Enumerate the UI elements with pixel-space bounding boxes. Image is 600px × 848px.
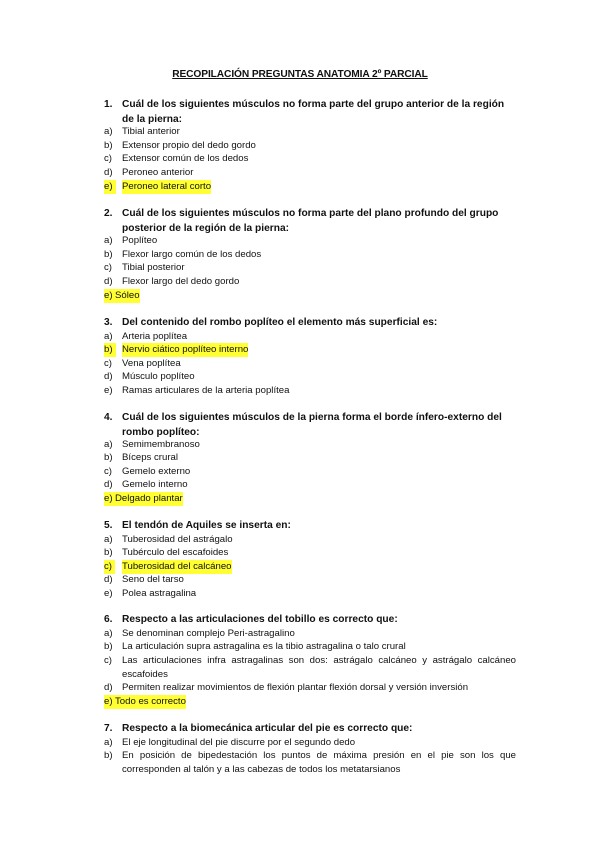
option-text: Músculo poplíteo bbox=[122, 371, 195, 382]
option-1d bbox=[104, 166, 516, 180]
option-6b bbox=[104, 640, 516, 654]
option-text: Peroneo lateral corto bbox=[122, 181, 212, 192]
option-letter: c) bbox=[104, 262, 112, 273]
option-text: Delgado plantar bbox=[115, 493, 183, 504]
option-letter: e) bbox=[104, 289, 116, 303]
option-text: Todo es correcto bbox=[115, 696, 186, 707]
option-letter: e) bbox=[104, 385, 113, 396]
option-letter: e) bbox=[104, 695, 116, 709]
option-text: Gemelo externo bbox=[122, 466, 191, 477]
option-letter: b) bbox=[104, 641, 113, 652]
option-text: La articulación supra astragalina es la tibio astragalina o talo crural bbox=[122, 641, 406, 652]
option-5d bbox=[104, 573, 516, 587]
page-title: RECOPILACIÓN PREGUNTAS ANATOMIA 2º PARCIAL bbox=[172, 69, 428, 80]
option-letter: b) bbox=[104, 452, 113, 463]
option-text: Semimembranoso bbox=[122, 439, 200, 450]
option-text: Tuberosidad del calcáneo bbox=[122, 561, 232, 572]
option-text: Arteria poplítea bbox=[122, 331, 188, 342]
option-letter: c) bbox=[104, 153, 112, 164]
option-1b bbox=[104, 139, 516, 153]
option-text: Permiten realizar movimientos de flexión plantar flexión dorsal y versión inversión bbox=[122, 682, 469, 693]
option-letter: b) bbox=[104, 547, 113, 558]
option-3b-correct bbox=[104, 343, 516, 357]
option-text: Las articulaciones infra astragalinas son dos: astrágalo calcáneo y astrágalo calcáneo escafoides bbox=[122, 655, 516, 680]
option-text: Tibial anterior bbox=[122, 126, 180, 137]
option-text: El eje longitudinal del pie discurre por el segundo dedo bbox=[122, 737, 356, 748]
option-letter: c) bbox=[104, 655, 112, 666]
option-letter: d) bbox=[104, 574, 113, 585]
option-letter: b) bbox=[104, 249, 113, 260]
option-text: Extensor propio del dedo gordo bbox=[122, 140, 256, 151]
option-letter: e) bbox=[104, 492, 116, 506]
option-text: Gemelo interno bbox=[122, 479, 188, 490]
question-number: 4. bbox=[104, 412, 113, 423]
option-6c bbox=[104, 654, 516, 681]
option-letter: a) bbox=[104, 331, 113, 342]
question-2 bbox=[104, 206, 516, 236]
option-4b bbox=[104, 451, 516, 465]
option-5b bbox=[104, 546, 516, 560]
option-letter: d) bbox=[104, 276, 113, 287]
option-letter: c) bbox=[104, 466, 112, 477]
option-3e bbox=[104, 384, 516, 398]
question-number: 3. bbox=[104, 317, 113, 328]
option-5e bbox=[104, 587, 516, 601]
question-number: 2. bbox=[104, 208, 113, 219]
option-2d bbox=[104, 275, 516, 289]
option-text: Tubérculo del escafoides bbox=[122, 547, 229, 558]
question-5 bbox=[104, 518, 516, 533]
option-text: Bíceps crural bbox=[122, 452, 178, 463]
question-text: Cuál de los siguientes músculos no forma parte del grupo anterior de la región de la pierna: bbox=[122, 99, 505, 125]
question-text: Respecto a la biomecánica articular del pie es correcto que: bbox=[122, 723, 413, 734]
option-1e-correct bbox=[104, 180, 516, 194]
option-text: En posición de bipedestación los puntos de máxima presión en el pie son los que corresponden al talón y a las cabezas de todos los metatarsianos bbox=[122, 750, 516, 775]
option-text: Se denominan complejo Peri-astragalino bbox=[122, 628, 295, 639]
option-text: Vena poplítea bbox=[122, 358, 181, 369]
question-text: Del contenido del rombo poplíteo el elemento más superficial es: bbox=[122, 317, 438, 328]
option-letter: a) bbox=[104, 235, 113, 246]
option-letter: a) bbox=[104, 126, 113, 137]
option-letter: c) bbox=[104, 560, 115, 574]
option-4d bbox=[104, 478, 516, 492]
option-letter: e) bbox=[104, 588, 113, 599]
question-text: Cuál de los siguientes músculos no forma parte del plano profundo del grupo posterior de la región de la pierna: bbox=[122, 208, 499, 234]
option-4a bbox=[104, 438, 516, 452]
question-7 bbox=[104, 721, 516, 736]
option-1a bbox=[104, 125, 516, 139]
option-6a bbox=[104, 627, 516, 641]
option-1c bbox=[104, 152, 516, 166]
question-3 bbox=[104, 315, 516, 330]
option-2e-correct bbox=[104, 289, 516, 303]
question-number: 6. bbox=[104, 614, 113, 625]
option-2a bbox=[104, 234, 516, 248]
option-letter: a) bbox=[104, 439, 113, 450]
option-letter: a) bbox=[104, 628, 113, 639]
question-4 bbox=[104, 410, 516, 440]
option-letter: d) bbox=[104, 682, 113, 693]
option-letter: a) bbox=[104, 534, 113, 545]
option-text: Nervio ciático poplíteo interno bbox=[122, 344, 249, 355]
option-7a bbox=[104, 736, 516, 750]
option-letter: b) bbox=[104, 140, 113, 151]
option-2b bbox=[104, 248, 516, 262]
option-6e-correct bbox=[104, 695, 516, 709]
option-3d bbox=[104, 370, 516, 384]
option-2c bbox=[104, 261, 516, 275]
option-text: Tuberosidad del astrágalo bbox=[122, 534, 233, 545]
option-text: Sóleo bbox=[115, 290, 140, 301]
option-text: Flexor largo común de los dedos bbox=[122, 249, 262, 260]
option-text: Flexor largo del dedo gordo bbox=[122, 276, 240, 287]
option-6d bbox=[104, 681, 516, 695]
option-letter: d) bbox=[104, 479, 113, 490]
option-7b bbox=[104, 749, 516, 776]
option-5a bbox=[104, 533, 516, 547]
option-3a bbox=[104, 330, 516, 344]
question-number: 1. bbox=[104, 99, 113, 110]
question-number: 7. bbox=[104, 723, 113, 734]
option-letter: b) bbox=[104, 750, 113, 761]
option-text: Ramas articulares de la arteria poplítea bbox=[122, 385, 290, 396]
option-4e-correct bbox=[104, 492, 516, 506]
question-text: El tendón de Aquiles se inserta en: bbox=[122, 520, 291, 531]
option-text: Extensor común de los dedos bbox=[122, 153, 249, 164]
option-letter: c) bbox=[104, 358, 112, 369]
question-number: 5. bbox=[104, 520, 113, 531]
option-text: Peroneo anterior bbox=[122, 167, 194, 178]
option-letter: d) bbox=[104, 371, 113, 382]
option-3c bbox=[104, 357, 516, 371]
option-text: Seno del tarso bbox=[122, 574, 184, 585]
option-text: Poplíteo bbox=[122, 235, 158, 246]
option-letter: b) bbox=[104, 343, 116, 357]
question-1 bbox=[104, 97, 516, 127]
option-letter: e) bbox=[104, 180, 116, 194]
option-letter: a) bbox=[104, 737, 113, 748]
option-letter: d) bbox=[104, 167, 113, 178]
option-text: Polea astragalina bbox=[122, 588, 197, 599]
option-4c bbox=[104, 465, 516, 479]
option-5c-correct bbox=[104, 560, 516, 574]
option-text: Tibial posterior bbox=[122, 262, 185, 273]
question-text: Respecto a las articulaciones del tobillo es correcto que: bbox=[122, 614, 398, 625]
question-text: Cuál de los siguientes músculos de la pierna forma el borde ínfero-externo del rombo poplíteo: bbox=[122, 412, 502, 438]
question-6 bbox=[104, 612, 516, 627]
